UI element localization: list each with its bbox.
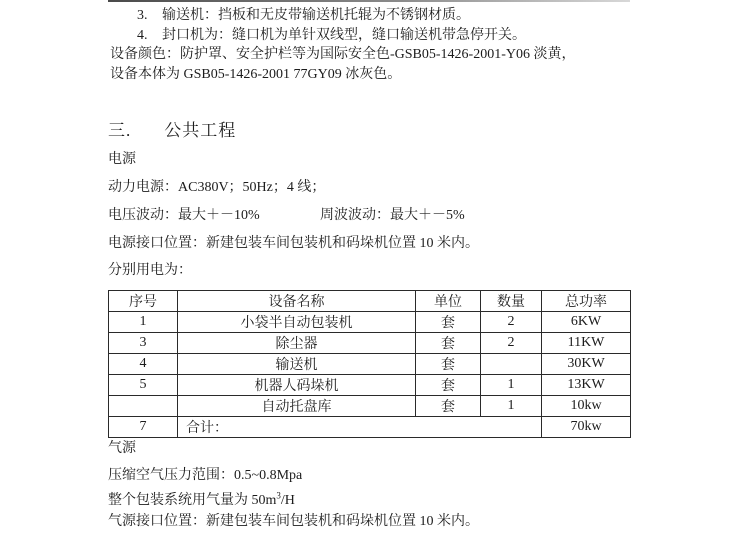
cell-unit: 套 xyxy=(416,396,481,417)
cell-total-power: 13KW xyxy=(542,375,631,396)
header-total-power: 总功率 xyxy=(542,291,631,312)
top-divider-line xyxy=(108,0,630,2)
cell-quantity xyxy=(481,354,542,375)
cell-total-value: 70kw xyxy=(542,417,631,438)
cell-total-power: 11KW xyxy=(542,333,631,354)
air-usage-text: 整个包装系统用气量为 50m xyxy=(108,493,277,508)
cell-seq: 3 xyxy=(109,333,178,354)
section-number: 三. xyxy=(108,121,132,140)
cell-seq: 4 xyxy=(109,354,178,375)
list-item-3-text: 输送机：挡板和无皮带输送机托辊为不锈钢材质。 xyxy=(162,8,470,23)
list-item-4 xyxy=(137,27,526,45)
table-row xyxy=(109,354,631,375)
equipment-color-line1: 设备颜色：防护罩、安全护栏等为国际安全色-GSB05-1426-2001-Y06 淡黄， xyxy=(110,47,576,62)
cell-equipment-name: 小袋半自动包装机 xyxy=(178,312,416,333)
cell-seq xyxy=(109,396,178,417)
section-heading xyxy=(108,116,236,141)
table-header-row xyxy=(109,291,631,312)
table-row xyxy=(109,396,631,417)
cell-unit: 套 xyxy=(416,354,481,375)
cell-quantity: 2 xyxy=(481,333,542,354)
power-source-line: 动力电源：AC380V；50Hz；4 线； xyxy=(108,180,326,195)
cell-quantity: 1 xyxy=(481,396,542,417)
cell-quantity: 2 xyxy=(481,312,542,333)
header-quantity: 数量 xyxy=(481,291,542,312)
cell-total-power: 6KW xyxy=(542,312,631,333)
list-item-3-number: 3. xyxy=(137,8,148,23)
cell-equipment-name: 机器人码垛机 xyxy=(178,375,416,396)
voltage-fluctuation: 电压波动：最大＋－10% xyxy=(108,208,260,223)
list-item-4-text: 封口机为：缝口机为单针双线型，缝口输送机带急停开关。 xyxy=(162,28,526,43)
air-usage-superscript: 3 xyxy=(276,490,281,501)
header-seq: 序号 xyxy=(109,291,178,312)
air-interface-line: 气源接口位置：新建包装车间包装机和码垛机位置 10 米内。 xyxy=(108,514,479,529)
header-equipment-name: 设备名称 xyxy=(178,291,416,312)
air-pressure-line: 压缩空气压力范围：0.5~0.8Mpa xyxy=(108,468,303,483)
list-item-4-number: 4. xyxy=(137,28,148,43)
cell-equipment-name: 除尘器 xyxy=(178,333,416,354)
power-list-intro: 分别用电为： xyxy=(108,263,192,278)
cell-unit: 套 xyxy=(416,375,481,396)
air-usage-unit: /H xyxy=(280,493,295,508)
cell-total-power: 30KW xyxy=(542,354,631,375)
table-total-row xyxy=(109,417,631,438)
cell-total-seq: 7 xyxy=(109,417,178,438)
cell-total-power: 10kw xyxy=(542,396,631,417)
cell-quantity: 1 xyxy=(481,375,542,396)
table-row xyxy=(109,375,631,396)
power-interface-line: 电源接口位置：新建包装车间包装机和码垛机位置 10 米内。 xyxy=(108,236,479,251)
air-heading: 气源 xyxy=(108,441,136,456)
equipment-color-line2: 设备本体为 GSB05-1426-2001 77GY09 冰灰色。 xyxy=(110,67,402,82)
cell-equipment-name: 自动托盘库 xyxy=(178,396,416,417)
table-row xyxy=(109,333,631,354)
cell-seq: 5 xyxy=(109,375,178,396)
header-unit: 单位 xyxy=(416,291,481,312)
cell-equipment-name: 输送机 xyxy=(178,354,416,375)
cell-unit: 套 xyxy=(416,333,481,354)
list-item-3 xyxy=(137,7,470,25)
power-consumption-table xyxy=(108,290,631,438)
cell-total-label: 合计： xyxy=(178,417,542,438)
cell-seq: 1 xyxy=(109,312,178,333)
cell-unit: 套 xyxy=(416,312,481,333)
table-row xyxy=(109,312,631,333)
air-usage-line xyxy=(108,492,295,510)
frequency-fluctuation: 周波波动：最大＋－5% xyxy=(320,208,465,223)
power-heading: 电源 xyxy=(108,152,136,167)
section-title: 公共工程 xyxy=(164,121,237,140)
